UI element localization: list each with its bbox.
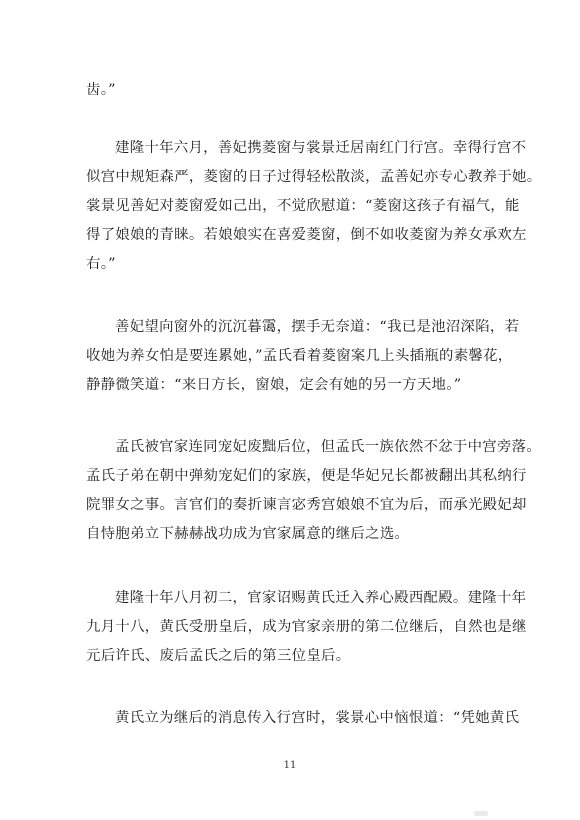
paragraph-2: [86, 313, 520, 400]
text-line: 收她为养女怕是要连累她，”孟氏看着菱窗案几上头插瓶的素馨花，: [86, 348, 513, 364]
text-line: 善妃望向窗外的沉沉暮霭，摆手无奈道：“我已是池沼深陷，若: [115, 319, 520, 335]
text-line: 齿。”: [86, 82, 116, 98]
text-line: 院罪女之事。言官们的奏折谏言宓秀宫娘娘不宜为后，而承光殿妃却: [86, 497, 527, 513]
text-line: 孟氏子弟在朝中弹劾宠妃们的家族，便是华妃兄长都被翻出其私纳行: [86, 468, 527, 484]
text-line: 九月十八，黄氏受册皇后，成为官家亲册的第二位继后，自然也是继: [86, 619, 527, 635]
text-line: 似宫中规矩森严，菱窗的日子过得轻松散淡，孟善妃亦专心教养于她。: [86, 169, 542, 185]
text-line: 裳景见善妃对菱窗爱如己出，不觉欣慰道：“菱窗这孩子有福气，能: [86, 198, 520, 214]
paragraph-3: [86, 433, 542, 549]
text-line: 静静微笑道：“来日方长，窗娘，定会有她的另一方天地。”: [86, 377, 462, 393]
text-line: 自恃胞弟立下赫赫战功成为官家属意的继后之选。: [86, 526, 410, 542]
text-line: 建隆十年六月，善妃携菱窗与裳景迁居南红门行宫。幸得行宫不: [115, 140, 527, 156]
text-line: 得了娘娘的青睐。若娘娘实在喜爱菱窗，倒不如收菱窗为养女承欢左: [86, 227, 527, 243]
page-number: 11: [283, 760, 297, 771]
paragraph-1: [86, 134, 542, 279]
paragraph-5: [86, 704, 520, 733]
paragraph-0: [86, 76, 502, 105]
text-line: 建隆十年八月初二，官家诏赐黄氏迁入养心殿西配殿。建隆十年: [115, 590, 527, 606]
text-line: 孟氏被官家连同宠妃废黜后位，但孟氏一族依然不忿于中宫旁落。: [115, 439, 542, 455]
text-line: 右。”: [86, 256, 116, 272]
paragraph-4: [86, 584, 527, 671]
scan-mark: [474, 811, 488, 816]
text-line: 元后许氏、废后孟氏之后的第三位皇后。: [86, 648, 351, 664]
text-line: 黄氏立为继后的消息传入行宫时，裳景心中恼恨道：“凭她黄氏: [115, 710, 520, 726]
